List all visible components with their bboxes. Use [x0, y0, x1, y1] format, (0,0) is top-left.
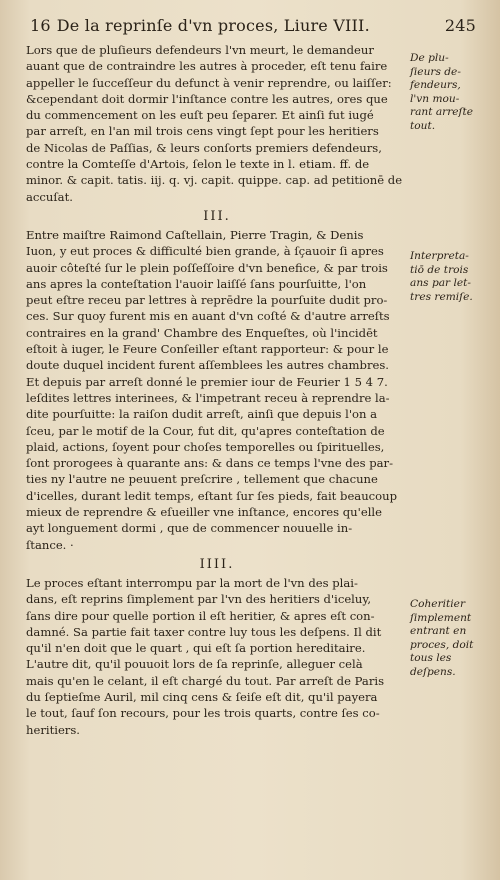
text-line: auoir côteſté ſur le plein poſſeſſoire d'vn benefice, & par trois	[26, 260, 388, 275]
text-line: contraires en la grand' Chambre des Enqueſtes, où l'incidēt	[26, 325, 378, 340]
text-line: accuſat.	[26, 189, 73, 204]
text-line: par arreſt, en l'an mil trois cens vingt ſept pour les heritiers	[26, 124, 379, 139]
text-line: Iuon, y eut proces & difficulté bien grande, à ſçauoir ſi apres	[26, 244, 384, 259]
text-line: eſtoit à iuger, le Feure Conſeiller eſtant rapporteur: & pour le	[26, 342, 389, 357]
margin-line: ſieurs de-	[410, 65, 461, 78]
text-line: ans apres la conteſtation l'auoir laiſſé ſans pourſuitte, l'on	[26, 276, 367, 291]
margin-line: rant arreſte	[410, 106, 473, 119]
text-line: Entre maiſtre Raimond Caſtellain, Pierre Tragin, & Denis	[26, 227, 364, 242]
margin-line: tres remiſe.	[410, 290, 473, 303]
margin-line: tout.	[410, 119, 436, 132]
text-line: ſceu, par le motif de la Cour, fut dit, qu'apres conteſtation de	[26, 423, 385, 438]
paragraph-2	[26, 227, 408, 553]
text-line: dite pourſuitte: la raiſon dudit arreſt, ainſi que depuis l'on a	[26, 407, 378, 422]
text-line: minor. & capit. tatis. iij. q. vj. capit. quippe. cap. ad petitionē de	[26, 173, 403, 188]
margin-note-2	[410, 250, 496, 304]
text-line: du commencement on les euſt peu ſeparer. Et ainſi fut iugé	[26, 108, 374, 123]
text-line: Et depuis par arreſt donné le premier iour de Feurier 1 5 4 7.	[26, 374, 388, 389]
text-line: damné. Sa partie fait taxer contre luy tous les deſpens. Il dit	[26, 624, 382, 639]
folio-number: 245	[444, 16, 476, 35]
paragraph-3	[26, 575, 408, 738]
text-line: appeller le ſucceſſeur du defunct à venir reprendre, ou laiſſer:	[26, 75, 392, 90]
section-heading-iii: III.	[203, 208, 231, 224]
text-line: mais qu'en le celant, il eſt chargé du tout. Par arreſt de Paris	[26, 673, 385, 688]
text-line: mieux de reprendre & eſueiller vne inſtance, encores qu'elle	[26, 505, 382, 520]
text-line: ces. Sur quoy furent mis en auant d'vn coſté & d'autre arreſts	[26, 309, 390, 324]
text-line: auant que de contraindre les autres à proceder, eſt tenu faire	[26, 59, 388, 74]
text-line: du ſeptieſme Auril, mil cinq cens & ſeiſe eſt dit, qu'il payera	[26, 689, 378, 704]
margin-line: tous les	[410, 652, 452, 665]
text-line: d'icelles, durant ledit temps, eſtant ſur ſes pieds, fait beaucoup	[26, 488, 398, 503]
text-line: &cependant doit dormir l'inſtance contre les autres, ores que	[26, 91, 388, 106]
text-line: doute duquel incident furent aſſemblees les autres chambres.	[26, 358, 389, 373]
margin-note-1	[410, 52, 496, 134]
text-line: ſont prorogees à quarante ans: & dans ce temps l'vne des par-	[26, 456, 393, 471]
text-line: plaid, actions, ſoyent pour choſes temporelles ou ſpirituelles,	[26, 439, 385, 454]
margin-line: ans par let-	[410, 277, 471, 290]
text-line: ſans dire pour quelle portion il eſt heritier, & apres eſt con-	[26, 608, 375, 623]
paragraph-1	[26, 42, 408, 205]
text-line: ſtance. ·	[26, 537, 74, 552]
text-line: peut eſtre receu par lettres à reprēdre la pourſuite dudit pro-	[26, 293, 388, 308]
text-line: ayt longuement dormi , que de commencer nouuelle in-	[26, 521, 353, 536]
margin-line: ſimplement	[410, 611, 472, 624]
margin-note-3	[410, 598, 496, 680]
text-line: Lors que de pluſieurs defendeurs l'vn meurt, le demandeur	[26, 43, 374, 57]
text-line: qu'il n'en doit que le quart , qui eſt ſa portion hereditaire.	[26, 641, 366, 656]
page-number: 16	[30, 16, 51, 35]
text-line: de Nicolas de Paſſias, & leurs conſorts premiers defendeurs,	[26, 140, 382, 155]
running-header	[30, 16, 476, 35]
text-line: L'autre dit, qu'il pouuoit lors de ſa reprinſe, alleguer celà	[26, 657, 363, 672]
text-line: le tout, ſauf ſon recours, pour les trois quarts, contre ſes co-	[26, 706, 380, 721]
text-line: contre la Comteſſe d'Artois, ſelon le texte in l. etiam. ff. de	[26, 157, 370, 172]
section-heading-iiii: IIII.	[199, 556, 235, 572]
margin-line: tiō de trois	[410, 263, 469, 276]
margin-line: De plu-	[410, 52, 449, 64]
running-title: De la reprinſe d'vn proces, Liure VIII.	[56, 16, 370, 35]
text-line: heritiers.	[26, 722, 80, 737]
margin-line: Coheritier	[410, 598, 466, 610]
text-line: dans, eſt reprins ſimplement par l'vn des heritiers d'iceluy,	[26, 592, 372, 607]
margin-line: Interpreta-	[410, 250, 469, 262]
main-text	[26, 42, 408, 738]
margin-line: l'vn mou-	[410, 92, 460, 105]
margin-line: proces, doit	[410, 638, 474, 651]
text-line: leſdites lettres interinees, & l'impetrant receu à reprendre la-	[26, 390, 390, 405]
margin-line: entrant en	[410, 625, 467, 638]
margin-line: deſpens.	[410, 665, 456, 678]
text-line: ties ny l'autre ne peuuent preſcrire , tellement que chacune	[26, 472, 378, 487]
margin-line: fendeurs,	[410, 79, 461, 92]
text-line: Le proces eſtant interrompu par la mort de l'vn des plai-	[26, 575, 358, 590]
